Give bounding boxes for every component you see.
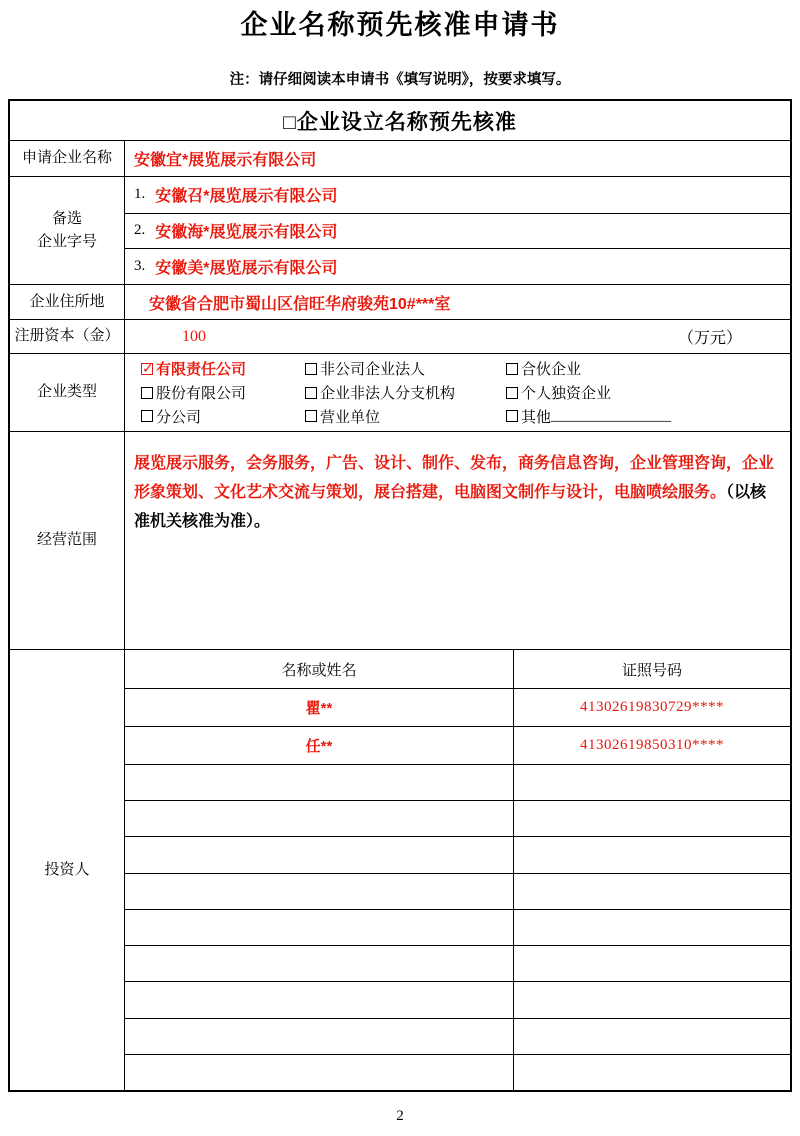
row-business-scope [10, 431, 790, 649]
instruction-note [0, 68, 800, 89]
option-label: 非公司企业法人 [320, 362, 426, 379]
checkbox-icon[interactable] [141, 363, 153, 375]
investor-row [125, 688, 790, 726]
checkbox-icon[interactable] [141, 410, 153, 422]
option-label: 营业单位 [320, 409, 381, 426]
investor-empty-row [125, 800, 790, 836]
alternate-names-label [10, 177, 125, 284]
alternate-item-name: 安徽美*展览展示有限公司 [155, 260, 338, 278]
address-label: 企业住所地 [10, 285, 125, 319]
address-value: 安徽省合肥市蜀山区信旺华府骏苑10#***室 [149, 295, 451, 313]
investor-name: 任** [305, 738, 333, 755]
alternate-item-number: 3. [134, 258, 146, 275]
note-prefix: 注： [229, 72, 259, 88]
alternate-item-number: 2. [134, 222, 146, 239]
page-number: 2 [396, 1108, 404, 1124]
option-joint-stock-company[interactable] [141, 382, 305, 403]
capital-unit: （万元） [677, 330, 742, 347]
note-body: 请仔细阅读本申请书《填写说明》，按要求填写。 [258, 72, 571, 88]
option-business-unit[interactable] [305, 406, 506, 427]
investor-empty-row [125, 873, 790, 909]
investor-empty-row [125, 764, 790, 800]
business-scope-text [134, 449, 778, 536]
investors-col-cert-header: 证照号码 [621, 662, 682, 679]
business-scope-black-text: （以核准机关核准为准）。 [134, 484, 767, 530]
row-alternate-names [10, 176, 790, 284]
investors-table [125, 650, 790, 1090]
capital-label: 注册资本（金） [10, 320, 125, 353]
other-blank-line: ________________ [551, 407, 672, 424]
checkbox-icon[interactable] [506, 410, 518, 422]
row-investors [10, 649, 790, 1090]
alternate-name-item [125, 177, 790, 213]
alternate-item-number: 1. [134, 186, 146, 203]
investor-empty-row [125, 909, 790, 945]
applied-name-value: 安徽宜*展览展示有限公司 [134, 152, 317, 169]
row-address [10, 284, 790, 319]
option-other[interactable] [506, 406, 790, 427]
business-scope-value-cell [125, 432, 790, 649]
company-type-line [141, 381, 790, 405]
option-branch-company[interactable] [141, 406, 305, 427]
checkbox-icon[interactable] [506, 387, 518, 399]
investor-empty-row [125, 1054, 790, 1090]
option-partnership[interactable] [506, 358, 790, 379]
alternate-item-name: 安徽海*展览展示有限公司 [155, 224, 338, 242]
page-title: 企业名称预先核准申请书 [240, 10, 560, 40]
investor-cert-number: 41302619830729**** [580, 699, 724, 715]
checkbox-icon[interactable] [141, 387, 153, 399]
investor-empty-row [125, 836, 790, 872]
investor-empty-row [125, 1018, 790, 1054]
investors-label: 投资人 [10, 650, 125, 1090]
option-label: 合伙企业 [521, 362, 582, 379]
checkbox-icon[interactable] [305, 363, 317, 375]
investor-name: 瞿** [305, 700, 333, 717]
row-registered-capital [10, 319, 790, 353]
alternate-label-line2: 企业字号 [36, 233, 97, 250]
checkbox-icon[interactable] [305, 387, 317, 399]
option-label: 其他 [521, 409, 552, 426]
alternate-names-list [125, 177, 790, 284]
company-type-line [141, 357, 790, 381]
section-header-text: □企业设立名称预先核准 [283, 110, 517, 134]
investor-cert-number: 41302619850310**** [580, 737, 724, 753]
investor-empty-row [125, 981, 790, 1017]
option-label: 有限责任公司 [156, 361, 247, 379]
capital-value-cell [125, 320, 790, 353]
business-scope-red-text: 展览展示服务，会务服务，广告、设计、制作、发布，商务信息咨询，企业管理咨询，企业形象策划、文化艺术交流与策划，展台搭建，电脑图文制作与设计，电脑喷绘服务。 [134, 455, 775, 501]
investor-empty-row [125, 945, 790, 981]
option-label: 分公司 [156, 409, 202, 426]
option-label: 企业非法人分支机构 [320, 386, 456, 402]
alternate-item-name: 安徽召*展览展示有限公司 [155, 188, 338, 206]
applied-name-value-cell [125, 141, 790, 176]
checkbox-icon[interactable] [305, 410, 317, 422]
option-non-legal-person-branch[interactable] [305, 382, 506, 403]
alternate-label-line1: 备选 [51, 210, 82, 227]
company-type-options [125, 354, 790, 431]
option-sole-proprietorship[interactable] [506, 382, 790, 403]
applied-name-label: 申请企业名称 [10, 141, 125, 176]
option-label: 个人独资企业 [521, 386, 612, 402]
option-label: 股份有限公司 [156, 386, 247, 402]
checkbox-icon[interactable] [506, 363, 518, 375]
option-non-company-legal-person[interactable] [305, 358, 506, 379]
alternate-name-item [125, 213, 790, 249]
company-type-label: 企业类型 [10, 354, 125, 431]
company-type-line [141, 404, 790, 428]
alternate-name-item [125, 248, 790, 284]
investor-row [125, 726, 790, 764]
investors-header-row [125, 650, 790, 688]
address-value-cell [125, 285, 790, 319]
row-company-type [10, 353, 790, 431]
section-header [10, 101, 790, 140]
row-applied-name [10, 140, 790, 176]
capital-value: 100 [182, 327, 206, 345]
investors-col-name-header: 名称或姓名 [125, 650, 514, 688]
application-form-table [8, 99, 792, 1092]
option-limited-liability-company[interactable] [141, 358, 305, 379]
business-scope-label: 经营范围 [10, 432, 125, 649]
